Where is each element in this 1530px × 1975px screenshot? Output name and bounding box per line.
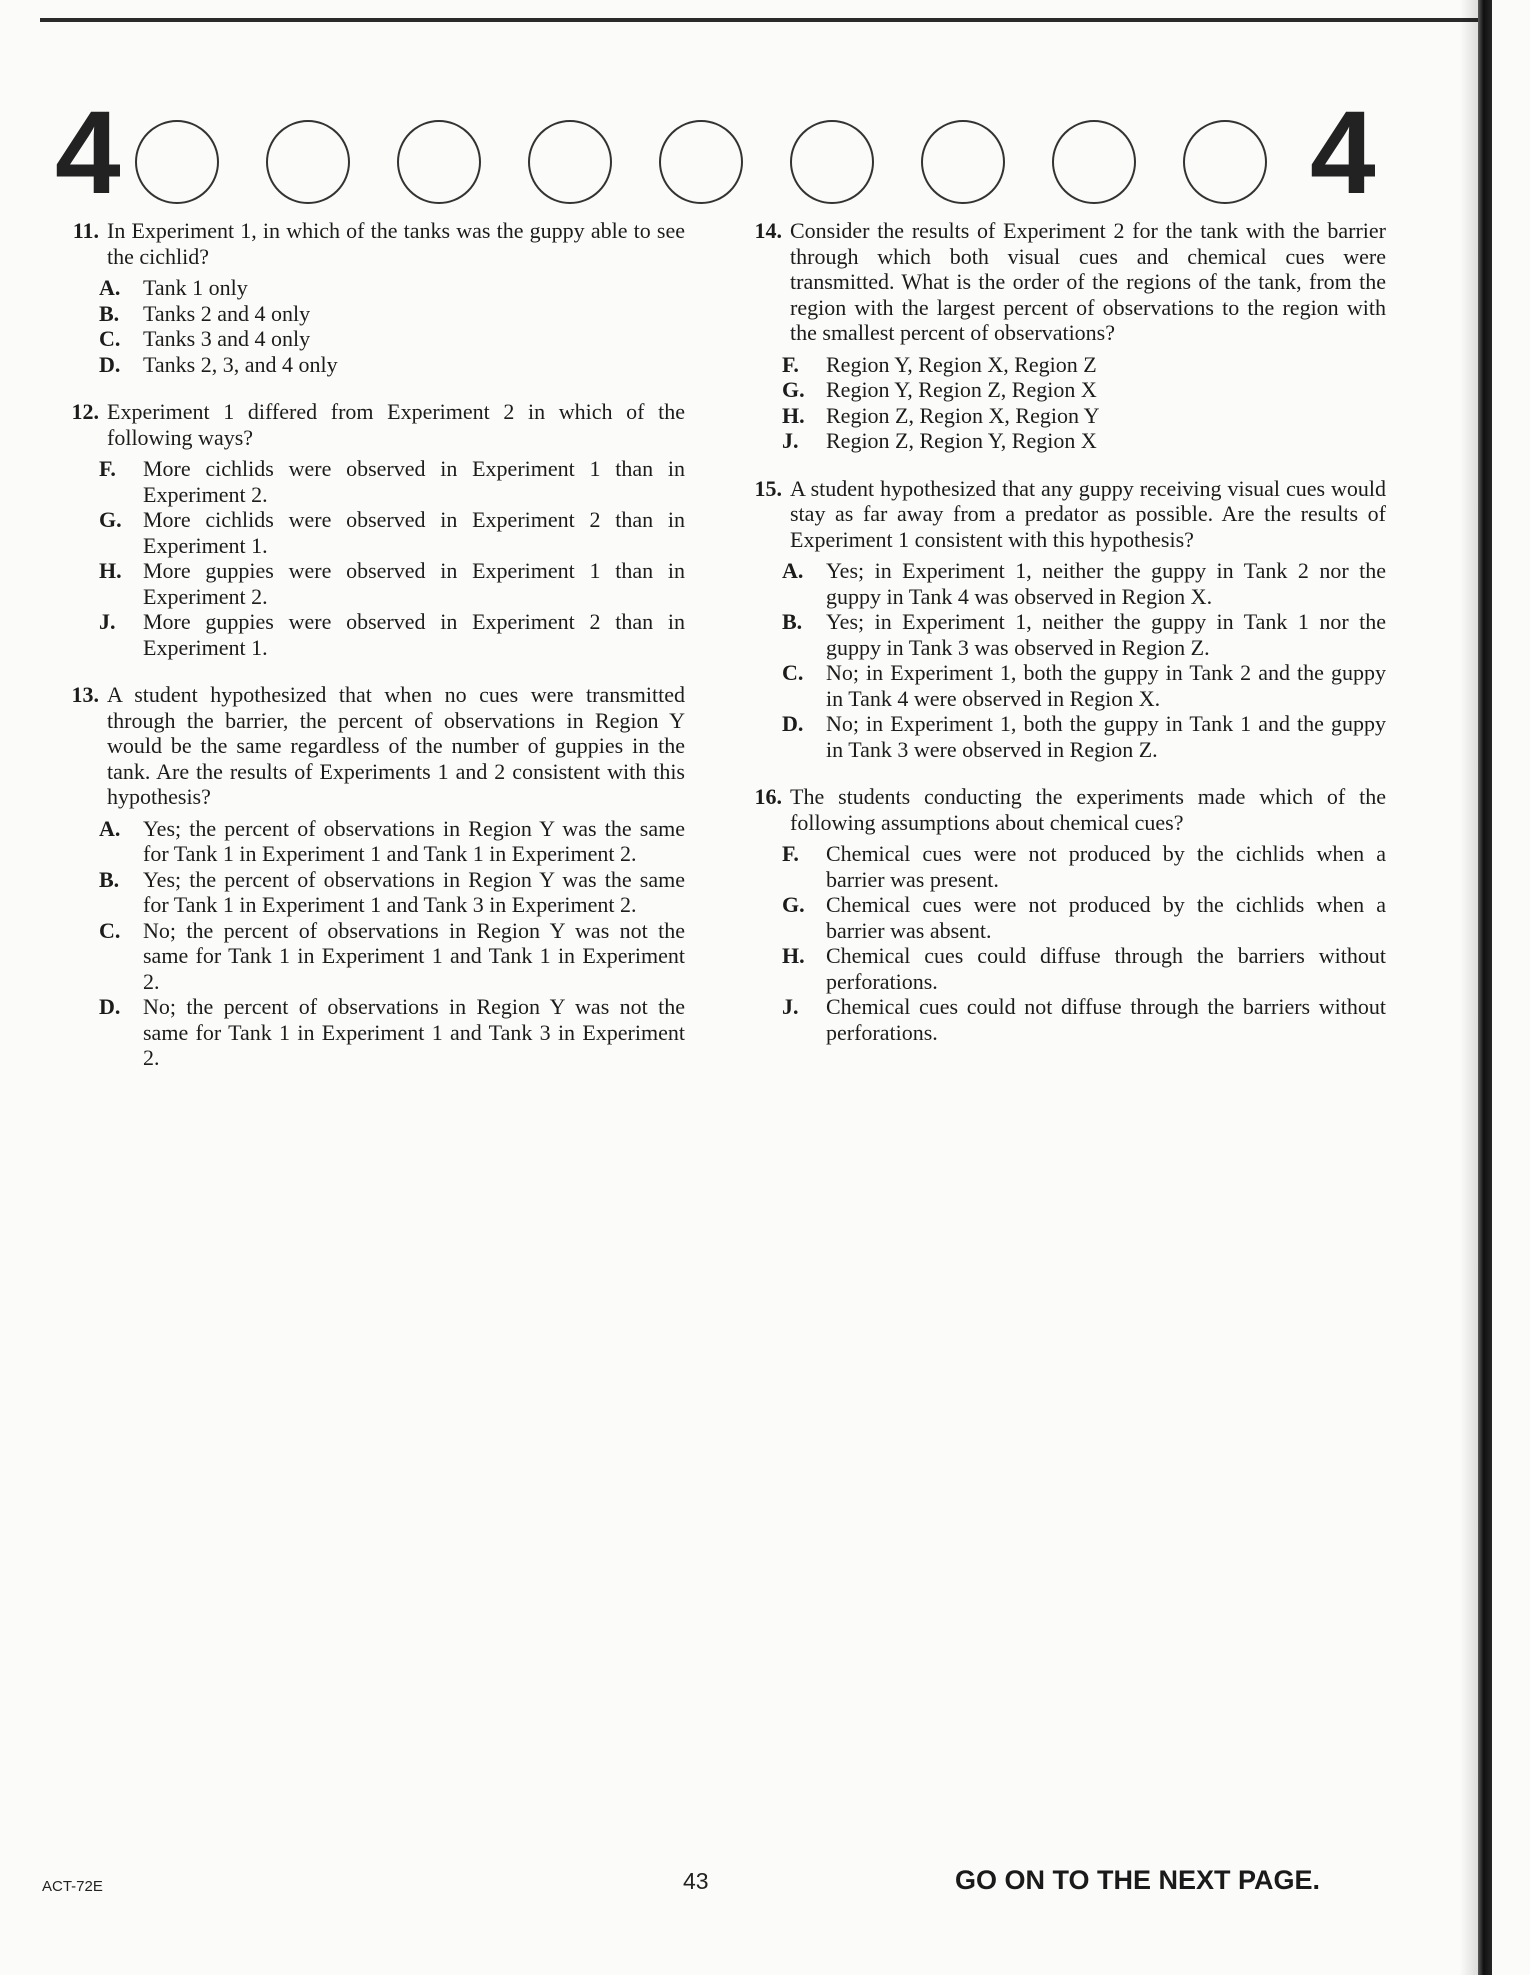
answer-option[interactable]: [782, 943, 1386, 994]
section-header: [55, 87, 1455, 219]
option-text: More cichlids were observed in Experiment 1 than in Experiment 2.: [143, 456, 685, 507]
next-page-notice: GO ON TO THE NEXT PAGE.: [955, 1865, 1321, 1895]
header-circle: [1183, 120, 1267, 204]
option-letter: G.: [782, 892, 805, 917]
question: [738, 476, 1386, 763]
option-letter: H.: [782, 402, 805, 428]
question-number: 11.: [72, 218, 99, 243]
option-letter: D.: [782, 711, 804, 736]
answer-option[interactable]: [782, 841, 1386, 892]
question-stem: [738, 218, 1386, 346]
question-number: 16.: [754, 784, 782, 809]
option-text: Region Y, Region X, Region Z: [826, 351, 1097, 377]
page-edge-shadow: [1460, 0, 1478, 1975]
option-text: Yes; in Experiment 1, neither the guppy in Tank 2 nor the guppy in Tank 4 was observed in Region X.: [826, 558, 1386, 609]
page-number: 43: [683, 1868, 709, 1894]
answer-option[interactable]: [782, 892, 1386, 943]
option-text: Chemical cues were not produced by the cichlids when a barrier was present.: [826, 841, 1386, 892]
question: [738, 218, 1386, 454]
option-text: More guppies were observed in Experiment 1 than in Experiment 2.: [143, 558, 685, 609]
answer-option[interactable]: [99, 867, 685, 918]
answer-option[interactable]: [99, 456, 685, 507]
answer-option[interactable]: [782, 994, 1386, 1045]
left-column: [55, 218, 685, 1093]
option-letter: F.: [782, 841, 799, 866]
option-text: More guppies were observed in Experiment 2 than in Experiment 1.: [143, 609, 685, 660]
header-circle: [397, 120, 481, 204]
answer-option[interactable]: [99, 558, 685, 609]
option-letter: A.: [99, 275, 121, 300]
question-text: The students conducting the experiments made which of the following assumptions about chemical cues?: [790, 784, 1386, 835]
header-circle: [659, 120, 743, 204]
answer-options: [55, 456, 685, 660]
question-text: Experiment 1 differed from Experiment 2 in which of the following ways?: [107, 399, 685, 450]
option-text: Region Z, Region Y, Region X: [826, 428, 1097, 453]
option-letter: C.: [782, 660, 804, 685]
option-text: No; in Experiment 1, both the guppy in Tank 1 and the guppy in Tank 3 were observed in Region Z.: [826, 711, 1386, 762]
header-circle: [921, 120, 1005, 204]
option-letter: B.: [782, 609, 803, 634]
section-number-right: 4: [1310, 87, 1376, 219]
question-number: 14.: [754, 218, 782, 243]
option-letter: D.: [99, 994, 121, 1019]
answer-options: [55, 275, 685, 377]
answer-option[interactable]: [782, 711, 1386, 762]
option-letter: C.: [99, 917, 121, 943]
answer-option[interactable]: [99, 352, 685, 378]
answer-options: [738, 558, 1386, 762]
section-number-left: 4: [55, 87, 121, 219]
answer-option[interactable]: [782, 403, 1386, 429]
option-text: Region Y, Region Z, Region X: [826, 377, 1097, 402]
answer-option[interactable]: [99, 816, 685, 867]
option-text: More cichlids were observed in Experiment 2 than in Experiment 1.: [143, 507, 685, 558]
option-letter: A.: [782, 558, 804, 583]
question-number: 15.: [754, 475, 782, 501]
question: [55, 682, 685, 1071]
answer-option[interactable]: [99, 326, 685, 352]
option-text: No; the percent of observations in Region Y was not the same for Tank 1 in Experiment 1 and Tank 1 in Experiment 2.: [143, 917, 685, 994]
option-letter: H.: [782, 943, 805, 968]
question-stem: [55, 218, 685, 269]
option-letter: A.: [99, 815, 121, 841]
option-letter: D.: [99, 351, 121, 377]
question-number: 13.: [71, 682, 99, 707]
answer-options: [55, 816, 685, 1071]
answer-option[interactable]: [99, 507, 685, 558]
question-text: In Experiment 1, in which of the tanks was the guppy able to see the cichlid?: [107, 218, 685, 269]
option-text: No; the percent of observations in Region Y was not the same for Tank 1 in Experiment 1 and Tank 3 in Experiment 2.: [143, 994, 685, 1070]
option-text: Tank 1 only: [143, 275, 248, 300]
header-circle: [1052, 120, 1136, 204]
option-text: Yes; the percent of observations in Region Y was the same for Tank 1 in Experiment 1 and Tank 3 in Experiment 2.: [143, 866, 685, 917]
option-text: Chemical cues were not produced by the cichlids when a barrier was absent.: [826, 892, 1386, 943]
option-text: Tanks 2 and 4 only: [143, 300, 311, 326]
question-stem: [738, 784, 1386, 835]
header-circle: [528, 120, 612, 204]
option-text: Yes; in Experiment 1, neither the guppy in Tank 1 nor the guppy in Tank 3 was observed in Region Z.: [826, 609, 1386, 660]
option-text: Tanks 2, 3, and 4 only: [143, 351, 338, 377]
top-rule: [40, 18, 1480, 22]
header-circle: [135, 120, 219, 204]
option-letter: B.: [99, 300, 120, 326]
option-text: Tanks 3 and 4 only: [143, 326, 311, 351]
answer-options: [738, 841, 1386, 1045]
option-letter: J.: [782, 428, 799, 453]
option-text: Region Z, Region X, Region Y: [826, 402, 1100, 428]
question-stem: [738, 476, 1386, 553]
option-letter: B.: [99, 866, 120, 892]
header-circle: [790, 120, 874, 204]
right-column: [738, 218, 1386, 1067]
form-code: ACT-72E: [42, 1878, 103, 1895]
option-letter: H.: [99, 558, 122, 583]
option-text: Yes; the percent of observations in Region Y was the same for Tank 1 in Experiment 1 and Tank 1 in Experiment 2.: [143, 815, 685, 866]
header-circle: [266, 120, 350, 204]
option-letter: G.: [782, 377, 805, 402]
option-letter: F.: [99, 456, 116, 481]
question-stem: [55, 399, 685, 450]
answer-option[interactable]: [782, 660, 1386, 711]
answer-option[interactable]: [99, 918, 685, 995]
option-letter: J.: [99, 609, 116, 634]
option-text: No; in Experiment 1, both the guppy in Tank 2 and the guppy in Tank 4 were observed in Region X.: [826, 660, 1386, 711]
answer-option[interactable]: [782, 377, 1386, 403]
answer-option[interactable]: [99, 609, 685, 660]
question: [738, 784, 1386, 1045]
option-letter: G.: [99, 507, 122, 532]
option-letter: C.: [99, 326, 121, 351]
answer-option[interactable]: [782, 558, 1386, 609]
option-letter: J.: [782, 994, 799, 1019]
option-text: Chemical cues could not diffuse through the barriers without perforations.: [826, 994, 1386, 1045]
question-text: Consider the results of Experiment 2 for the tank with the barrier through which both visual cues and chemical cues were transmitted. What is the order of the regions of the tank, from the region with the largest percent of observations to the region with the smallest percent of observations?: [790, 218, 1386, 345]
option-letter: F.: [782, 351, 799, 377]
answer-option[interactable]: [99, 301, 685, 327]
answer-option[interactable]: [99, 275, 685, 301]
question-number: 12.: [71, 399, 99, 424]
answer-option[interactable]: [782, 609, 1386, 660]
question-stem: [55, 682, 685, 810]
question-text: A student hypothesized that when no cues were transmitted through the barrier, the percent of observations in Region Y would be the same regardless of the number of guppies in the tank. Are the results of Experiments 1 and 2 consistent with this hypothesis?: [107, 682, 685, 809]
answer-options: [738, 352, 1386, 454]
answer-option[interactable]: [782, 352, 1386, 378]
answer-option[interactable]: [782, 428, 1386, 454]
answer-option[interactable]: [99, 994, 685, 1071]
page-edge: [1478, 0, 1492, 1975]
question: [55, 399, 685, 660]
option-text: Chemical cues could diffuse through the barriers without perforations.: [826, 943, 1386, 994]
question-text: A student hypothesized that any guppy receiving visual cues would stay as far away from a predator as possible. Are the results of Experiment 1 consistent with this hypothesis?: [790, 475, 1386, 552]
question: [55, 218, 685, 377]
